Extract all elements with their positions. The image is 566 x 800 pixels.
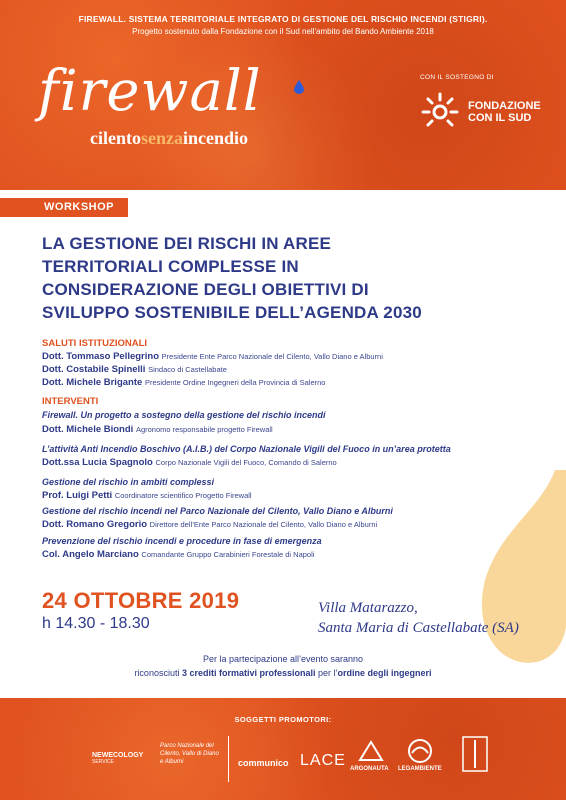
speaker-line: Dott. Costabile Spinelli Sindaco di Castellabate xyxy=(42,364,227,375)
talk-topic: Firewall. Un progetto a sostegno della gestione del rischio incendi xyxy=(42,410,326,420)
event-date: 24 OTTOBRE 2019 xyxy=(42,588,240,613)
speaker-line: Dott.ssa Lucia Spagnolo Corpo Nazionale Vigili del Fuoco, Comando di Salerno xyxy=(42,457,337,468)
speaker-line: Dott. Tommaso Pellegrino Presidente Ente Parco Nazionale del Cilento, Vallo Diano e Alburni xyxy=(42,351,383,362)
parco-nazionale-logo: Parco Nazionale del Cilento, Vallo di Diano e Alburni xyxy=(160,743,219,765)
speaker-line: Prof. Luigi Petti Coordinatore scientifico Progetto Firewall xyxy=(42,490,252,501)
title-line: CONSIDERAZIONE DEGLI OBIETTIVI DI xyxy=(42,280,369,299)
project-subtitle: Progetto sostenuto dalla Fondazione con il Sud nell'ambito del Bando Ambiente 2018 xyxy=(132,27,434,36)
credits-note-line-1: Per la partecipazione all’evento saranno xyxy=(202,654,364,664)
talk-topic: Gestione del rischio incendi nel Parco Nazionale del Cilento, Vallo Diano e Alburni xyxy=(42,506,393,516)
interventi-heading: INTERVENTI xyxy=(42,396,99,407)
event-time: h 14.30 - 18.30 xyxy=(42,615,150,632)
talk-topic: Gestione del rischio in ambiti complessi xyxy=(42,477,215,487)
title-line: SVILUPPO SOSTENIBILE DELL’AGENDA 2030 xyxy=(42,303,422,322)
speaker-line: Dott. Michele Biondi Agronomo responsabile progetto Firewall xyxy=(42,424,273,435)
lace-logo: LACE xyxy=(300,752,346,769)
water-drop-icon xyxy=(294,80,304,94)
logo-tagline: cilentosenzaincendio xyxy=(90,128,249,148)
speaker-line: Dott. Romano Gregorio Direttore dell’Ente Parco Nazionale del Cilento, Vallo Diano e Alburni xyxy=(42,519,378,530)
speaker-line: Dott. Michele Brigante Presidente Ordine Ingegneri della Provincia di Salerno xyxy=(42,377,326,388)
firewall-logo: firewall xyxy=(38,59,262,124)
ordine-ingegneri-icon xyxy=(462,736,488,772)
workshop-label: WORKSHOP xyxy=(44,201,114,213)
event-title xyxy=(42,232,522,324)
saluti-heading: SALUTI ISTITUZIONALI xyxy=(42,338,148,349)
sponsor-caption: CON IL SOSTEGNO DI xyxy=(420,74,494,81)
talk-topic: L’attività Anti Incendio Boschivo (A.I.B.) del Corpo Nazionale Vigili del Fuoco in un’area protetta xyxy=(42,444,451,454)
legambiente-icon xyxy=(406,738,434,764)
legambiente-logo: LEGAMBIENTE xyxy=(398,766,442,772)
talk-topic: Prevenzione del rischio incendi e procedure in fase di emergenza xyxy=(42,536,322,546)
title-line: LA GESTIONE DEI RISCHI IN AREE xyxy=(42,234,332,253)
sun-icon xyxy=(420,90,460,130)
title-line: TERRITORIALI COMPLESSE IN xyxy=(42,257,299,276)
event-venue: Villa Matarazzo, Santa Maria di Castellabate (SA) xyxy=(318,600,519,636)
sponsor-name: FONDAZIONE CON IL SUD xyxy=(468,100,541,124)
divider xyxy=(228,736,229,782)
credits-note-line-2: riconosciuti 3 crediti formativi professionali per l’ordine degli ingegneri xyxy=(134,668,432,678)
flame-shape xyxy=(460,470,566,670)
newecology-logo: NEWECOLOGY SERVICE xyxy=(92,752,144,765)
speaker-line: Col. Angelo Marciano Comandante Gruppo Carabinieri Forestale di Napoli xyxy=(42,549,315,560)
project-title: FIREWALL. SISTEMA TERRITORIALE INTEGRATO DI GESTIONE DEL RISCHIO INCENDI (STIGRI). xyxy=(78,14,488,24)
promotori-heading: SOGGETTI PROMOTORI: xyxy=(234,715,332,724)
argonauta-icon xyxy=(358,740,384,762)
communico-logo: communico xyxy=(238,758,289,768)
argonauta-logo: ARGONAUTA xyxy=(350,766,389,772)
